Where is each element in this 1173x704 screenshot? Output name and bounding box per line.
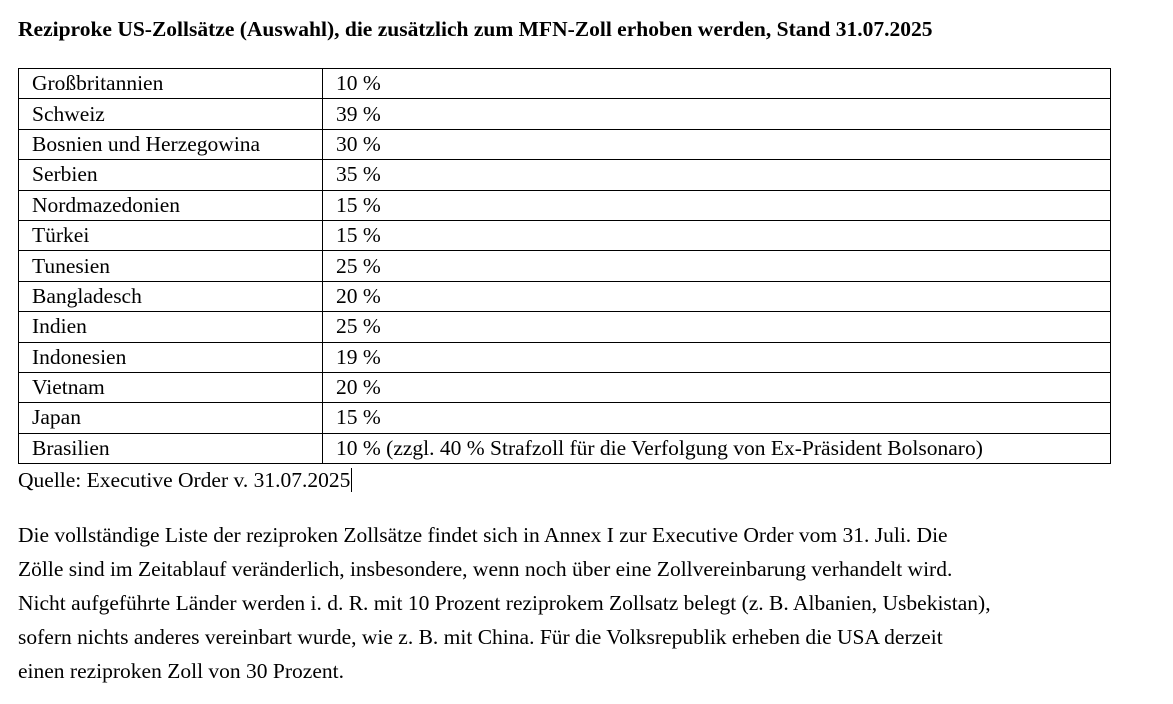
table-row: [19, 342, 1111, 372]
paragraph-line: Zölle sind im Zeitablauf veränderlich, insbesondere, wenn noch über eine Zollvereinbarung verhandelt wird.: [18, 557, 953, 581]
table-row: [19, 129, 1111, 159]
source-note[interactable]: [18, 465, 352, 495]
table-row: [19, 99, 1111, 129]
paragraph-line: sofern nichts anderes vereinbart wurde, wie z. B. mit China. Für die Volksrepublik erheben die USA derzeit: [18, 625, 943, 649]
country-cell: Japan: [19, 403, 323, 433]
country-cell: Großbritannien: [19, 69, 323, 99]
rate-cell: 19 %: [323, 342, 1111, 372]
country-cell: Nordmazedonien: [19, 190, 323, 220]
table-row: [19, 433, 1111, 463]
country-cell: Indonesien: [19, 342, 323, 372]
rate-cell: 25 %: [323, 312, 1111, 342]
source-text: Quelle: Executive Order v. 31.07.2025: [18, 468, 351, 492]
rate-cell: 15 %: [323, 190, 1111, 220]
table-row: [19, 281, 1111, 311]
rate-cell: 10 % (zzgl. 40 % Strafzoll für die Verfolgung von Ex-Präsident Bolsonaro): [323, 433, 1111, 463]
table-row: [19, 251, 1111, 281]
country-cell: Bosnien und Herzegowina: [19, 129, 323, 159]
rate-cell: 15 %: [323, 403, 1111, 433]
document-title: Reziproke US-Zollsätze (Auswahl), die zusätzlich zum MFN-Zoll erhoben werden, Stand 31.07.2025: [18, 17, 933, 41]
table-row: [19, 372, 1111, 402]
rate-cell: 20 %: [323, 372, 1111, 402]
country-cell: Serbien: [19, 160, 323, 190]
country-cell: Türkei: [19, 220, 323, 250]
tariff-table: [18, 68, 1111, 464]
table-row: [19, 69, 1111, 99]
table-row: [19, 190, 1111, 220]
rate-cell: 30 %: [323, 129, 1111, 159]
table-row: [19, 220, 1111, 250]
rate-cell: 20 %: [323, 281, 1111, 311]
paragraph-line: Die vollständige Liste der reziproken Zollsätze findet sich in Annex I zur Executive Order vom 31. Juli. Die: [18, 523, 948, 547]
country-cell: Vietnam: [19, 372, 323, 402]
text-cursor: [351, 468, 352, 492]
rate-cell: 15 %: [323, 220, 1111, 250]
country-cell: Brasilien: [19, 433, 323, 463]
table-row: [19, 403, 1111, 433]
rate-cell: 35 %: [323, 160, 1111, 190]
table-row: [19, 160, 1111, 190]
country-cell: Bangladesch: [19, 281, 323, 311]
table-row: [19, 312, 1111, 342]
country-cell: Indien: [19, 312, 323, 342]
rate-cell: 25 %: [323, 251, 1111, 281]
rate-cell: 39 %: [323, 99, 1111, 129]
rate-cell: 10 %: [323, 69, 1111, 99]
paragraph-line: einen reziproken Zoll von 30 Prozent.: [18, 659, 344, 683]
paragraph-line: Nicht aufgeführte Länder werden i. d. R. mit 10 Prozent reziprokem Zollsatz belegt (z. B. Albanien, Usbekistan),: [18, 591, 991, 615]
country-cell: Schweiz: [19, 99, 323, 129]
country-cell: Tunesien: [19, 251, 323, 281]
explanatory-paragraph: [18, 518, 1168, 688]
